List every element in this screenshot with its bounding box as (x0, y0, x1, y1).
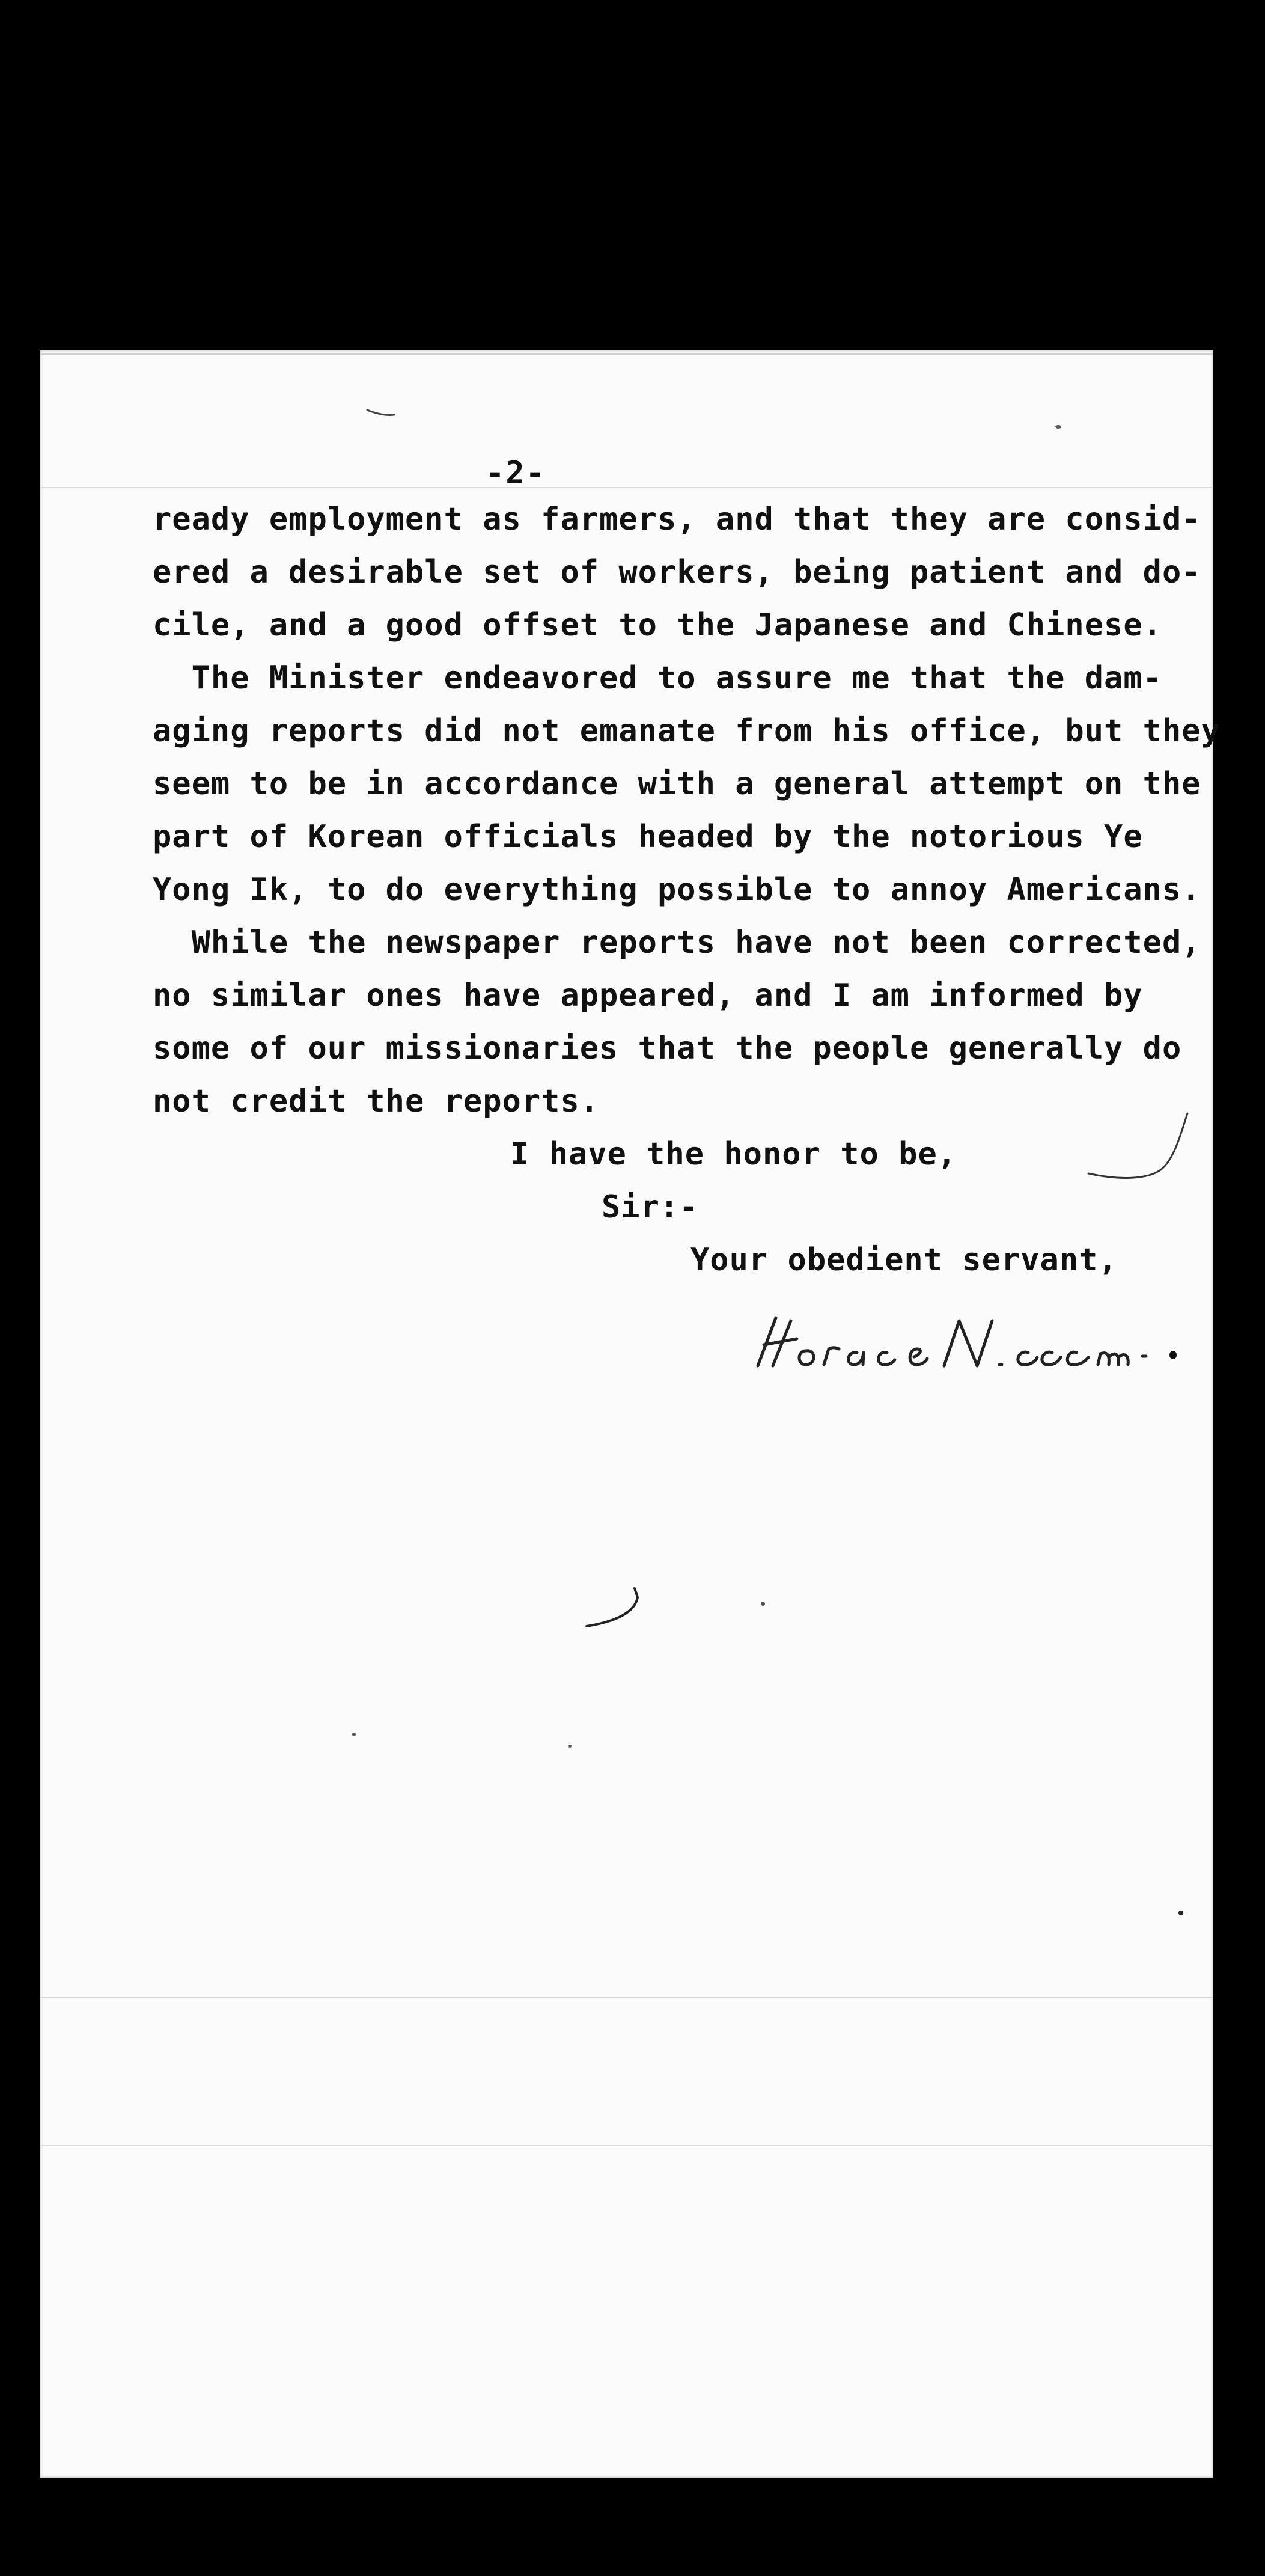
closing-salutation: Sir:- (602, 1189, 699, 1225)
closing-servant: Your obedient servant, (690, 1242, 1118, 1278)
page-fold-rule-2 (40, 2145, 1213, 2146)
body-line-9: While the newspaper reports have not been corrected, (153, 925, 1201, 961)
body-line-7: part of Korean officials headed by the notorious Ye (153, 819, 1143, 855)
page-top-rule (40, 353, 1213, 355)
handwritten-signature (740, 1306, 1209, 1384)
body-line-8: Yong Ik, to do everything possible to annoy Americans. (153, 872, 1201, 908)
stray-mark (364, 404, 400, 422)
page-upper-rule (40, 487, 1213, 488)
body-line-1: ready employment as farmers, and that they are consid- (153, 501, 1201, 537)
body-line-5: aging reports did not emanate from his office, but they (153, 713, 1221, 749)
speck (1178, 1911, 1183, 1915)
body-line-12: not credit the reports. (153, 1083, 600, 1119)
page-number: -2- (486, 455, 546, 491)
page-fold-rule-1 (40, 1997, 1213, 1998)
body-line-11: some of our missionaries that the people generally do (153, 1030, 1182, 1066)
body-line-2: ered a desirable set of workers, being patient and do- (153, 554, 1201, 590)
speck (568, 1745, 572, 1748)
body-line-4: The Minister endeavored to assure me that the dam- (153, 660, 1162, 696)
body-line-3: cile, and a good offset to the Japanese and Chinese. (153, 607, 1162, 643)
body-line-10: no similar ones have appeared, and I am informed by (153, 977, 1143, 1014)
speck (1169, 1351, 1177, 1359)
speck (1055, 425, 1061, 429)
document-page (40, 350, 1221, 2478)
speck (761, 1602, 765, 1606)
speck (352, 1733, 356, 1736)
closing-honor: I have the honor to be, (510, 1136, 957, 1172)
stray-mark (581, 1579, 665, 1633)
body-line-6: seem to be in accordance with a general attempt on the (153, 766, 1201, 802)
stray-mark (1085, 1101, 1206, 1186)
